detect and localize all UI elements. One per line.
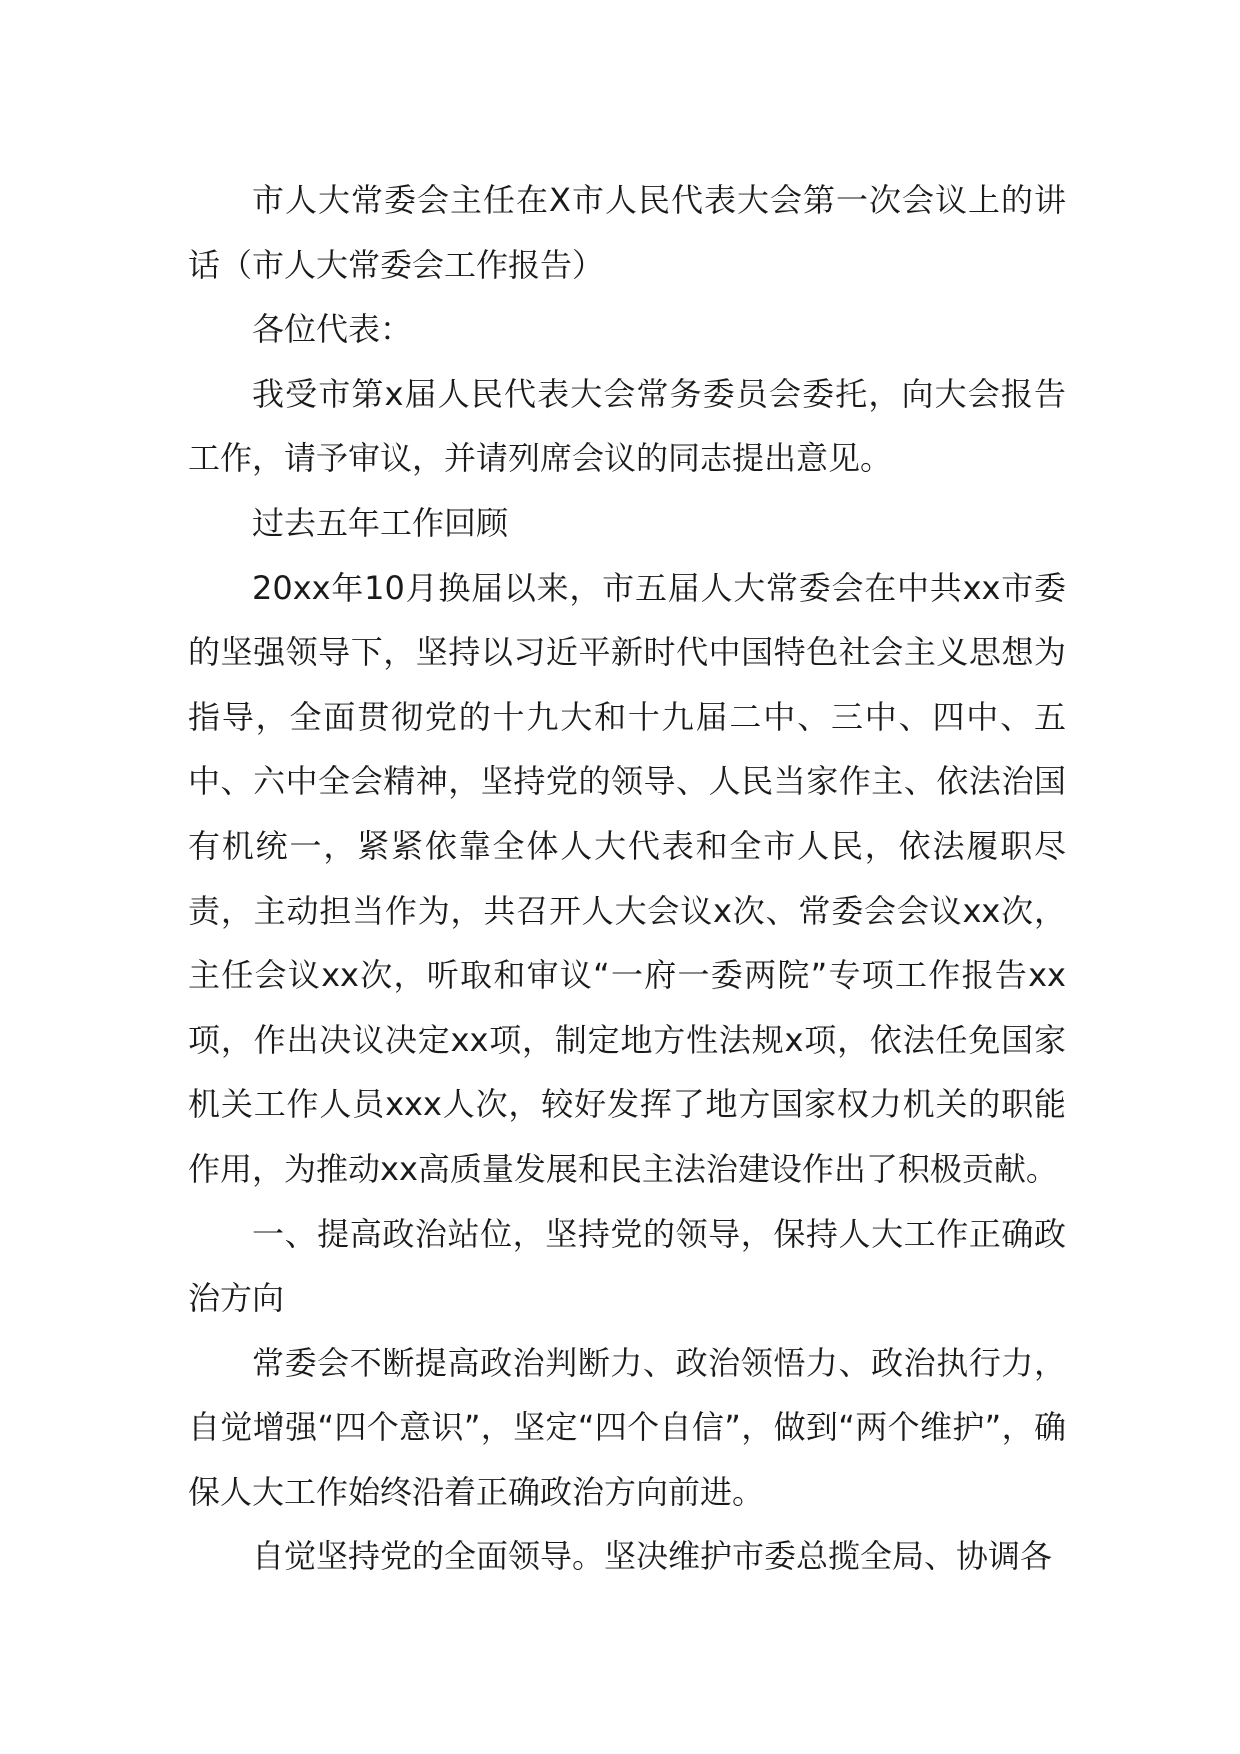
review-summary-paragraph: 20xx年10月换届以来，市五届人大常委会在中共xx市委的坚强领导下，坚持以习近平新时代中国特色社会主义思想为指导，全面贯彻党的十九大和十九届二中、三中、四中、五中、六中全会精神，坚持党的领导、人民当家作主、依法治国有机统一，紧紧依靠全体人大代表和全市人民，依法履职尽责，主动担当作为，共召开人大会议x次、常委会会议xx次，主任会议xx次，听取和审议“一府一委两院”专项工作报告xx项，作出决议决定xx项，制定地方性法规x项，依法任免国家机关工作人员xxx人次，较好发挥了地方国家权力机关的职能作用，为推动xx高质量发展和民主法治建设作出了积极贡献。 <box>188 568 1066 1188</box>
politics-paragraph: 常委会不断提高政治判断力、政治领悟力、政治执行力，自觉增强“四个意识”，坚定“四个自信”，做到“两个维护”，确保人大工作始终沿着正确政治方向前进。 <box>188 1343 1066 1511</box>
intro-paragraph: 我受市第x届人民代表大会常务委员会委托，向大会报告工作，请予审议，并请列席会议的同志提出意见。 <box>188 374 1066 478</box>
salutation-paragraph: 各位代表： <box>252 310 413 349</box>
document-body <box>188 168 1066 1589</box>
document-title-paragraph: 市人大常委会主任在X市人民代表大会第一次会议上的讲话（市人大常委会工作报告） <box>188 181 1066 284</box>
section-heading-politics: 一、提高政治站位，坚持党的领导，保持人大工作正确政治方向 <box>188 1214 1066 1318</box>
section-heading-review: 过去五年工作回顾 <box>252 503 509 542</box>
party-leadership-paragraph: 自觉坚持党的全面领导。坚决维护市委总揽全局、协调各 <box>252 1537 1053 1576</box>
